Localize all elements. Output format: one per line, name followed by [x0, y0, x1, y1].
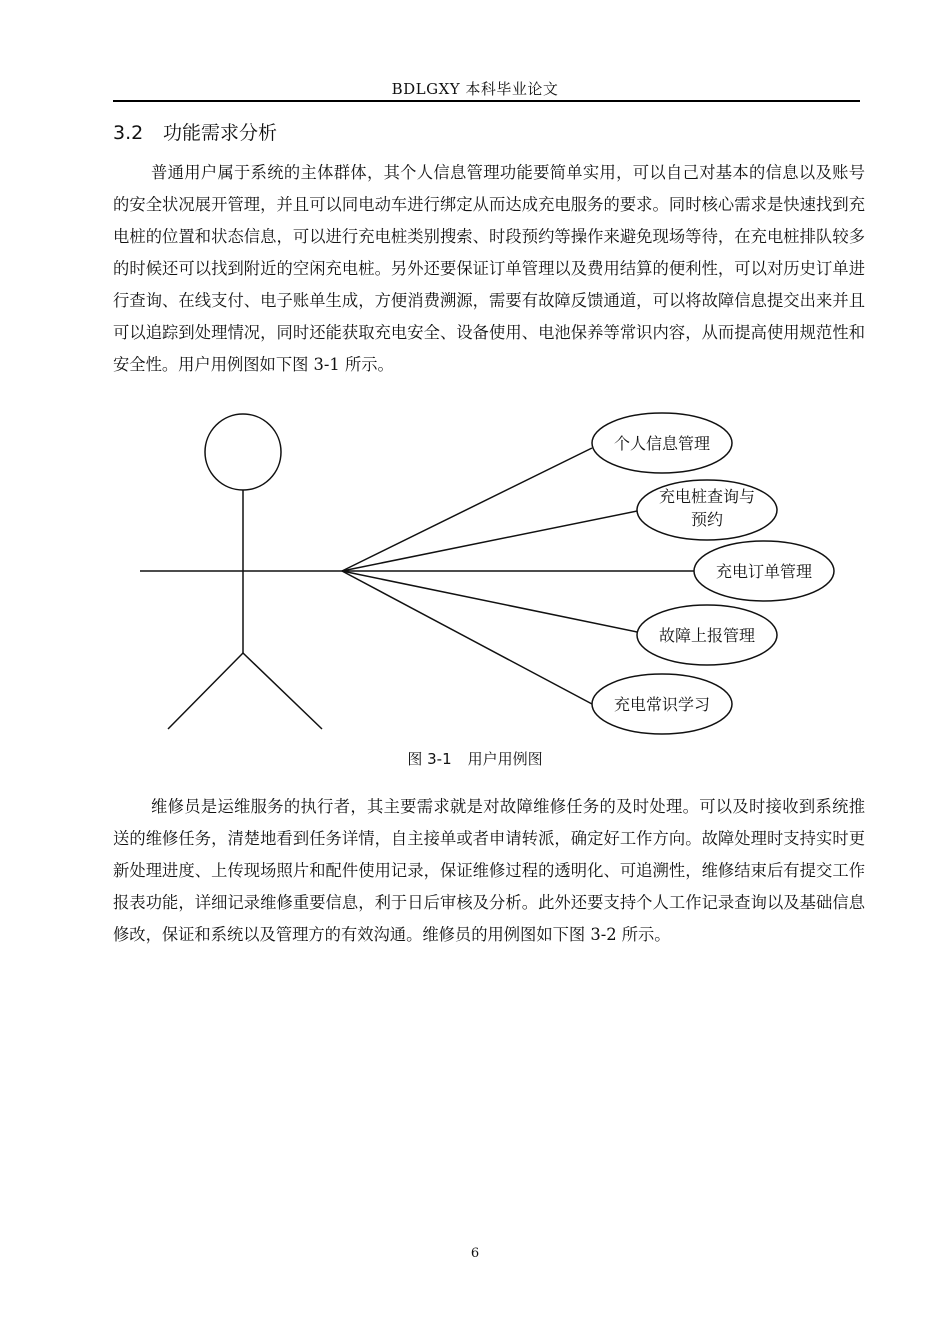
header-rule — [113, 100, 860, 102]
use-case-label-2b: 预约 — [690, 510, 724, 529]
use-case-label-4: 故障上报管理 — [658, 626, 756, 645]
association-line-4 — [342, 571, 637, 632]
association-line-2 — [342, 511, 637, 571]
association-line-5 — [342, 571, 592, 704]
figure-title: 用户用例图 — [467, 750, 543, 768]
page-header: BDLGXY 本科毕业论文 — [391, 80, 559, 98]
use-case-label-2a: 充电桩查询与 — [658, 487, 756, 506]
use-case-diagram — [130, 408, 850, 738]
use-case-label-5: 充电常识学习 — [613, 695, 711, 714]
actor-left-leg — [168, 653, 243, 729]
use-case-label-1: 个人信息管理 — [613, 434, 711, 453]
figure-number: 图 3-1 — [407, 750, 452, 768]
paragraph-user-requirements: 普通用户属于系统的主体群体，其个人信息管理功能要简单实用，可以自己对基本的信息以及账号的安全状况展开管理，并且可以同电动车进行绑定从而达成充电服务的要求。同时核心需求是快速找到充电桩的位置和状态信息，可以进行充电桩类别搜索、时段预约等操作来避免现场等待，在充电桩排队较多的时候还可以找到附近的空闲充电桩。另外还要保证订单管理以及费用结算的便利性，可以对历史订单进行查询、在线支付、电子账单生成，方便消费溯源，需要有故障反馈通道，可以将故障信息提交出来并且可以追踪到处理情况，同时还能获取充电安全、设备使用、电池保养等常识内容，从而提高使用规范性和安全性。用户用例图如下图 3-1 所示。 — [113, 163, 865, 374]
paragraph-maintainer-requirements: 维修员是运维服务的执行者，其主要需求就是对故障维修任务的及时处理。可以及时接收到系统推送的维修任务，清楚地看到任务详情，自主接单或者申请转派，确定好工作方向。故障处理时支持实时更新处理进度、上传现场照片和配件使用记录，保证维修过程的透明化、可追溯性，维修结束后有提交工作报表功能，详细记录维修重要信息，利于日后审核及分析。此外还要支持个人工作记录查询以及基础信息修改，保证和系统以及管理方的有效沟通。维修员的用例图如下图 3-2 所示。 — [113, 797, 865, 944]
section-heading — [113, 118, 277, 145]
association-line-1 — [342, 448, 592, 571]
page-number: 6 — [470, 1246, 480, 1261]
use-case-label-3: 充电订单管理 — [715, 562, 813, 581]
actor-head — [205, 414, 281, 490]
section-title: 功能需求分析 — [163, 122, 278, 144]
figure-caption — [0, 748, 950, 769]
section-number: 3.2 — [113, 122, 144, 144]
actor-right-leg — [243, 653, 322, 729]
